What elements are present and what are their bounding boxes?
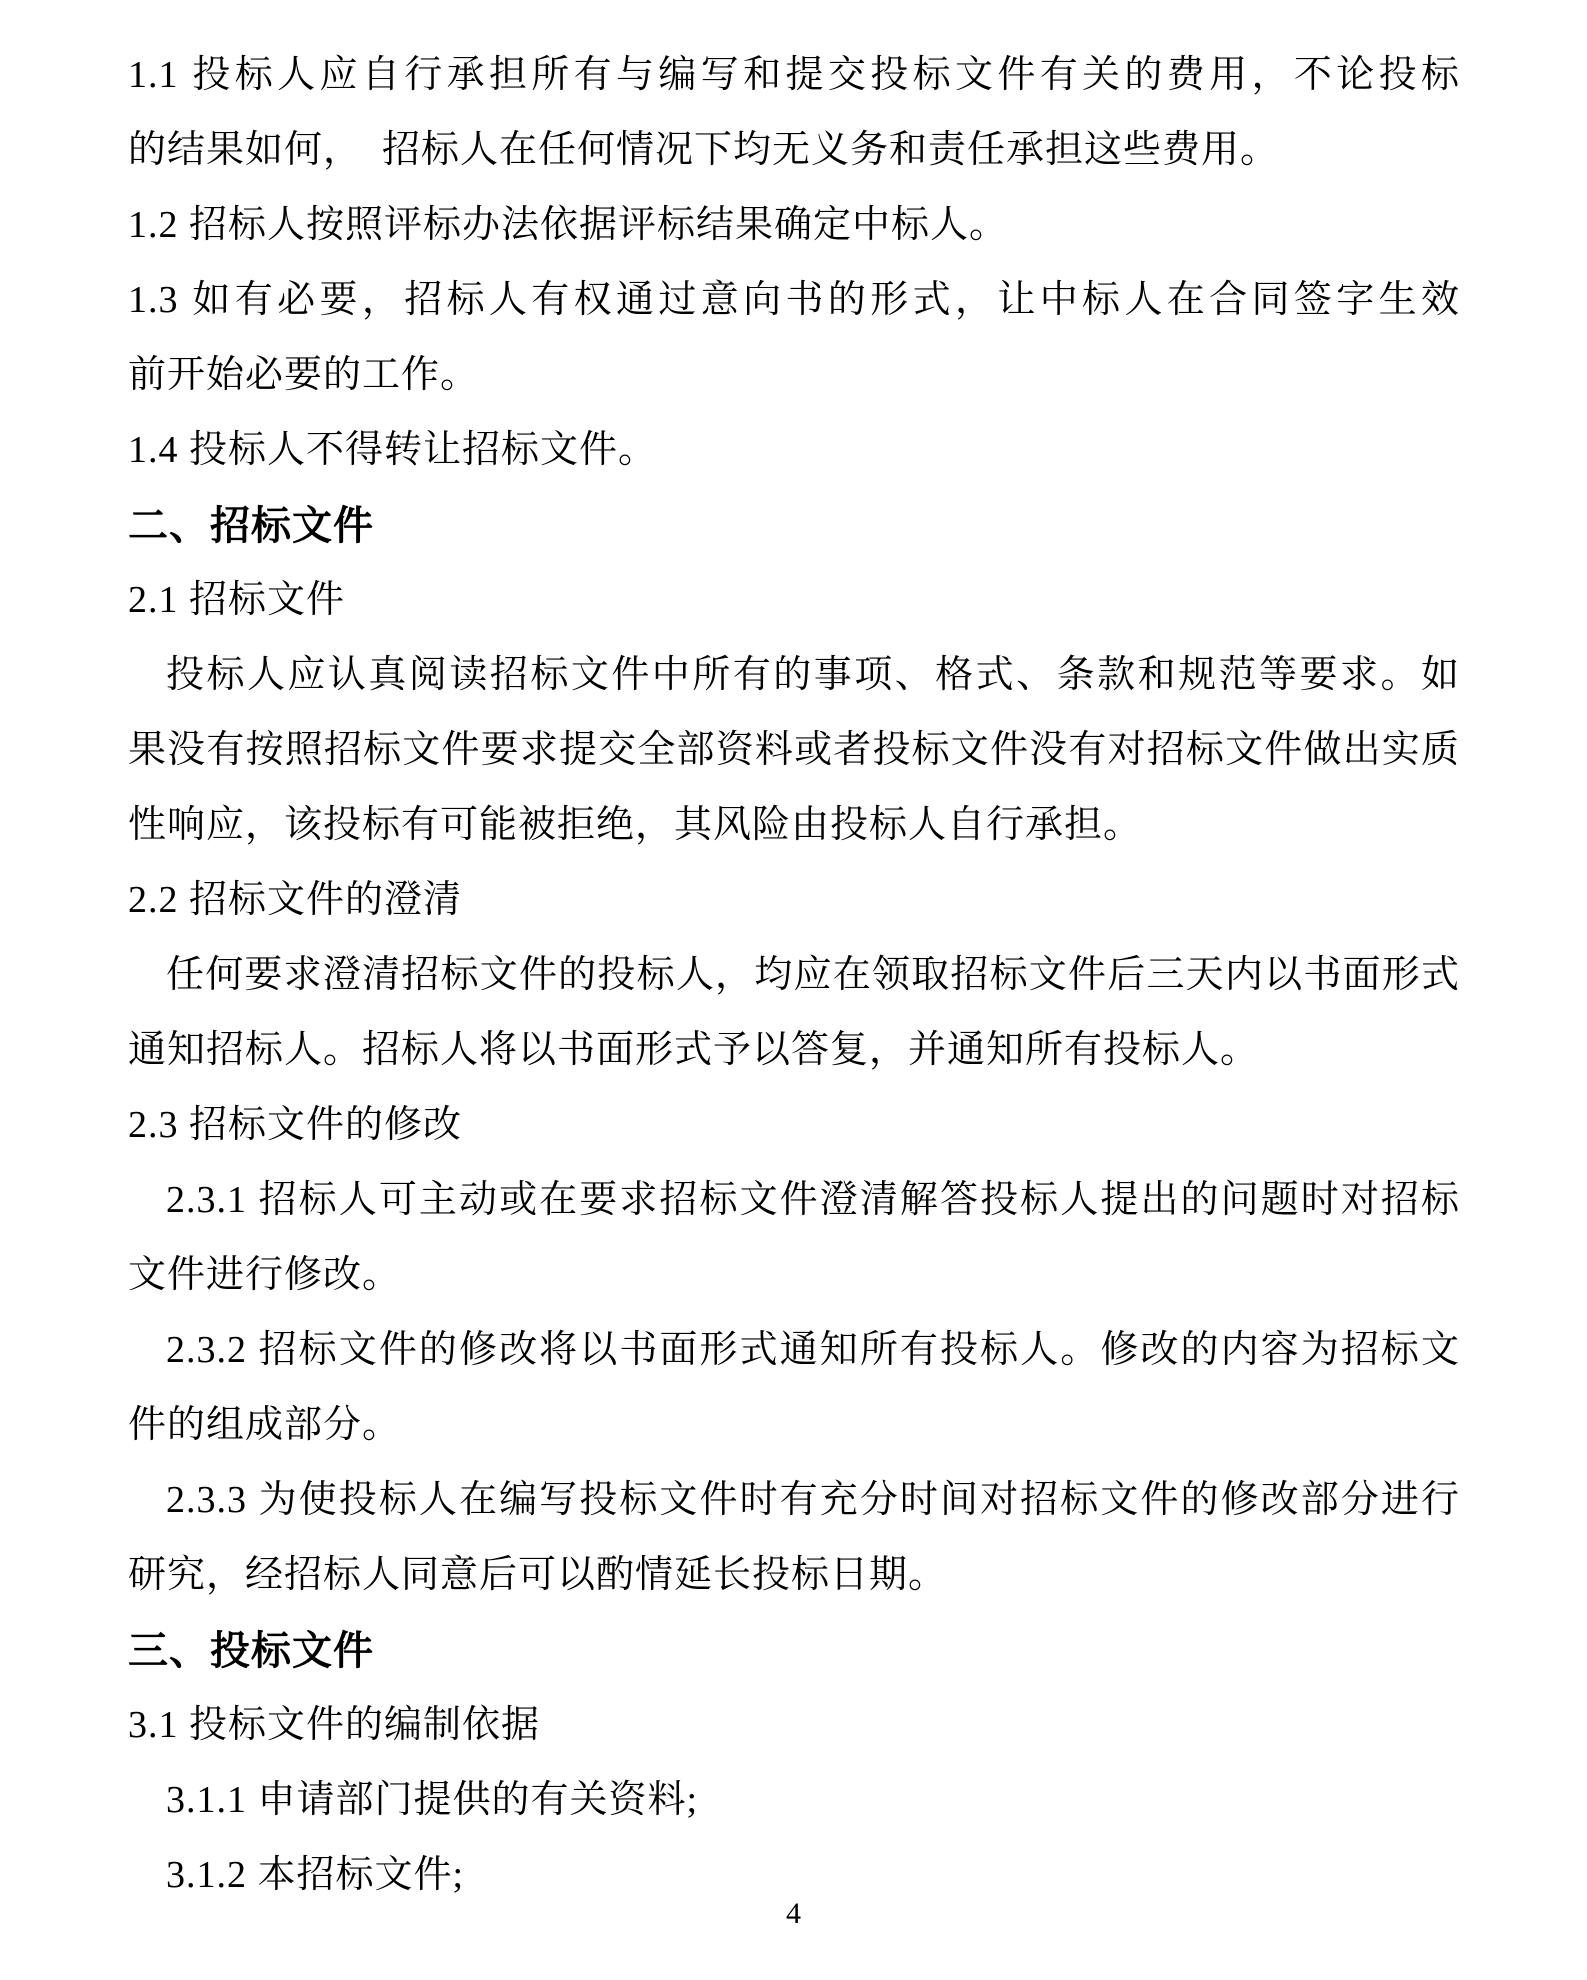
clause-3-1-title: 3.1 投标文件的编制依据 — [128, 1704, 541, 1746]
clause-3-1-2: 3.1.2 本招标文件; — [166, 1854, 465, 1896]
clause-1-2: 1.2 招标人按照评标办法依据评标结果确定中标人。 — [128, 204, 1009, 246]
clause-2-3-1-line-1: 2.3.1 招标人可主动或在要求招标文件澄清解答投标人提出的问题时对招标 — [166, 1179, 1460, 1221]
clause-2-3-2-line-2: 件的组成部分。 — [128, 1404, 402, 1446]
heading-section-3: 三、投标文件 — [128, 1628, 374, 1673]
clause-1-1-line-1: 1.1 投标人应自行承担所有与编写和提交投标文件有关的费用，不论投标 — [128, 54, 1460, 96]
clause-2-1-title: 2.1 招标文件 — [128, 579, 346, 621]
document-body — [128, 38, 1460, 1913]
clause-2-3-1-line-2: 文件进行修改。 — [128, 1254, 402, 1296]
clause-2-3-3-line-1: 2.3.3 为使投标人在编写投标文件时有充分时间对招标文件的修改部分进行 — [166, 1479, 1460, 1521]
clause-2-3-title: 2.3 招标文件的修改 — [128, 1104, 463, 1146]
clause-2-1-line-3: 性响应，该投标有可能被拒绝，其风险由投标人自行承担。 — [128, 804, 1143, 846]
clause-1-4: 1.4 投标人不得转让招标文件。 — [128, 429, 658, 471]
clause-1-1-line-2: 的结果如何， 招标人在任何情况下均无义务和责任承担这些费用。 — [128, 129, 1280, 171]
clause-1-3-line-1: 1.3 如有必要，招标人有权通过意向书的形式，让中标人在合同签字生效 — [128, 279, 1460, 321]
clause-2-1-line-1: 投标人应认真阅读招标文件中所有的事项、格式、条款和规范等要求。如 — [166, 654, 1460, 696]
heading-section-2: 二、招标文件 — [128, 503, 374, 548]
clause-3-1-1: 3.1.1 申请部门提供的有关资料; — [166, 1779, 699, 1821]
clause-2-3-3-line-2: 研究，经招标人同意后可以酌情延长投标日期。 — [128, 1554, 948, 1596]
clause-2-3-2-line-1: 2.3.2 招标文件的修改将以书面形式通知所有投标人。修改的内容为招标文 — [166, 1329, 1460, 1371]
clause-2-2-line-2: 通知招标人。招标人将以书面形式予以答复，并通知所有投标人。 — [128, 1029, 1260, 1071]
clause-2-1-line-2: 果没有按照招标文件要求提交全部资料或者投标文件没有对招标文件做出实质 — [128, 729, 1460, 771]
page-number: 4 — [786, 1897, 801, 1930]
clause-1-3-line-2: 前开始必要的工作。 — [128, 354, 480, 396]
clause-2-2-title: 2.2 招标文件的澄清 — [128, 879, 463, 921]
clause-2-2-line-1: 任何要求澄清招标文件的投标人，均应在领取招标文件后三天内以书面形式 — [166, 954, 1460, 996]
